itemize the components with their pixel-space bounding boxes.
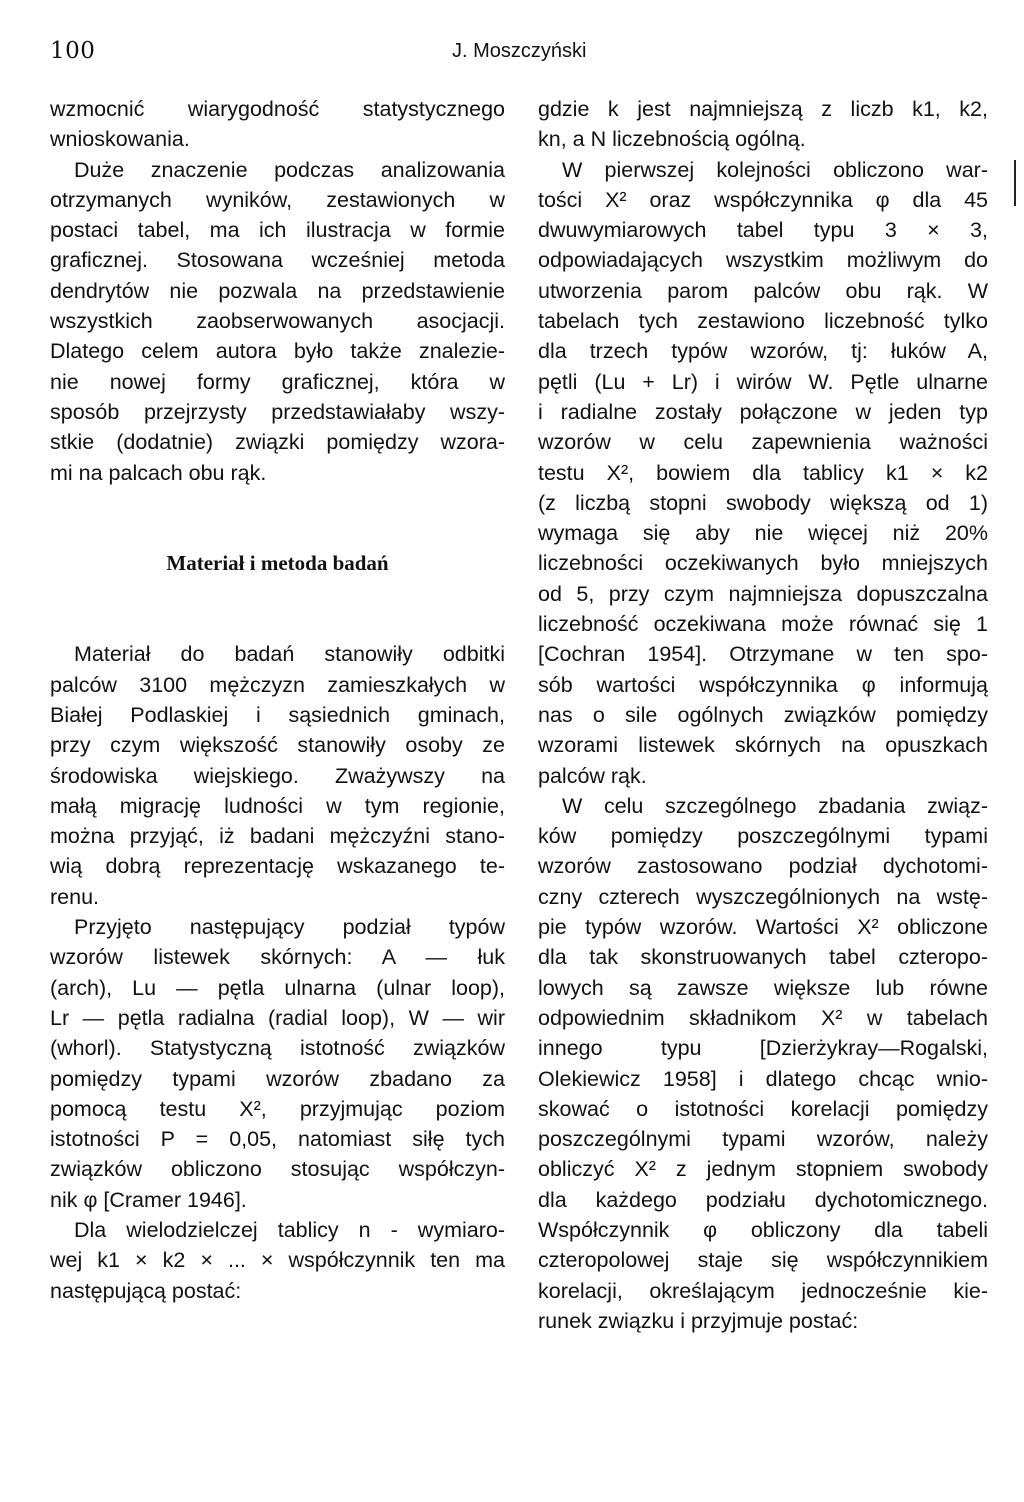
text-line: Dla wielodzielczej tablicy n - wymiaro-	[74, 1217, 505, 1242]
text-line: utworzenia parom palców obu rąk. W	[538, 278, 988, 303]
text-line: W celu szczególnego zbadania związ-	[562, 793, 988, 818]
text-line: od 5, przy czym najmniejsza dopuszczalna	[538, 581, 988, 606]
text-line: korelacji, określającym jednocześnie kie-	[538, 1278, 988, 1303]
margin-rule	[1014, 160, 1016, 206]
text-line: otrzymanych wyników, zestawionych w	[50, 187, 505, 212]
text-line: czny czterech wyszczególnionych na wstę-	[538, 884, 988, 909]
text-line: wnioskowania.	[50, 127, 190, 152]
paragraph-first-computation	[538, 155, 988, 791]
text-line: [Cochran 1954]. Otrzymane w ten spo-	[538, 642, 988, 667]
text-line: palców rąk.	[538, 763, 647, 788]
paragraph-definition	[538, 94, 988, 155]
left-column	[50, 94, 505, 1306]
text-line: Lr — pętla radialna (radial loop), W — wir	[50, 1005, 505, 1030]
text-line: lowych są zawsze większe lub równe	[538, 975, 988, 1000]
paragraph-dichotomous-split	[538, 791, 988, 1336]
text-line: wzorów listewek skórnych: A — łuk	[50, 945, 505, 970]
text-line: tości X² oraz współczynnika φ dla 45	[538, 187, 988, 212]
text-line: liczebności oczekiwanych było mniejszych	[538, 551, 988, 576]
text-line: dla tak skonstruowanych tabel czteropo-	[538, 945, 988, 970]
text-line: Dlatego celem autora było także znalezie-	[50, 339, 505, 364]
text-line: skować o istotności korelacji pomiędzy	[538, 1096, 988, 1121]
text-line: dendrytów nie pozwala na przedstawienie	[50, 278, 505, 303]
text-line: stkie (dodatnie) związki pomiędzy wzora-	[50, 430, 505, 455]
text-line: można przyjąć, iż badani mężczyźni stano-	[50, 824, 505, 849]
text-line: wzmocnić wiarygodność statystycznego	[50, 97, 505, 121]
text-line: tabelach tych zestawiono liczebność tylko	[538, 309, 988, 334]
text-line: runek związku i przyjmuje postać:	[538, 1308, 859, 1333]
text-line: palców 3100 mężczyzn zamieszkałych w	[50, 672, 505, 697]
text-line: i radialne zostały połączone w jeden typ	[538, 399, 988, 424]
text-line: renu.	[50, 884, 100, 909]
text-line: pie typów wzorów. Wartości X² obliczone	[538, 915, 988, 940]
text-line: dla trzech typów wzorów, tj: łuków A,	[538, 339, 988, 364]
text-line: Materiał do badań stanowiły odbitki	[74, 642, 505, 667]
text-line: dla każdego podziału dychotomicznego.	[538, 1187, 988, 1212]
text-line: Przyjęto następujący podział typów	[74, 915, 505, 940]
text-line: innego typu [Dzierżykray—Rogalski,	[538, 1036, 988, 1061]
text-line: Białej Podlaskiej i sąsiednich gminach,	[50, 702, 505, 727]
text-line: wszystkich zaobserwowanych asocjacji.	[50, 309, 505, 334]
text-line: czteropolowej staje się współczynnikiem	[538, 1248, 988, 1273]
text-line: odpowiednim składnikom X² w tabelach	[538, 1005, 988, 1030]
text-line: przy czym większość stanowiły osoby ze	[50, 733, 505, 758]
text-line: wią dobrą reprezentację wskazanego te-	[50, 854, 505, 879]
text-line: środowiska wiejskiego. Zważywszy na	[50, 763, 505, 788]
running-header-author: J. Moszczyński	[452, 40, 587, 62]
text-line: liczebność oczekiwana może równać się 1	[538, 612, 988, 637]
section-heading: Materiał i metoda badań	[166, 551, 389, 576]
text-line: obliczyć X² z jednym stopniem swobody	[538, 1157, 988, 1182]
right-column	[538, 94, 988, 1336]
text-line: sposób przejrzysty przedstawiałaby wszy-	[50, 399, 505, 424]
text-line: odpowiadających wszystkim możliwym do	[538, 248, 988, 273]
text-line: nas o sile ogólnych związków pomiędzy	[538, 702, 988, 727]
intro-paragraph	[50, 94, 505, 155]
text-line: W pierwszej kolejności obliczono war-	[562, 157, 988, 182]
text-line: wzorów zastosowano podział dychotomi-	[538, 854, 988, 879]
text-line: poszczególnymi typami wzorów, należy	[538, 1127, 988, 1152]
text-line: wzorów w celu zapewnienia ważności	[538, 430, 988, 455]
text-line: ków pomiędzy poszczególnymi typami	[538, 824, 988, 849]
text-line: następującą postać:	[50, 1278, 242, 1303]
text-line: pomocą testu X², przyjmując poziom	[50, 1096, 505, 1121]
text-line: nie nowej formy graficznej, która w	[50, 369, 505, 394]
text-line: Współczynnik φ obliczony dla tabeli	[538, 1217, 988, 1242]
text-line: małą migrację ludności w tym regionie,	[50, 793, 505, 818]
text-line: pętli (Lu + Lr) i wirów W. Pętle ulnarne	[538, 369, 988, 394]
text-line: (z liczbą stopni swobody większą od 1)	[538, 490, 988, 515]
paragraph-material	[50, 639, 505, 912]
text-line: wej k1 × k2 × ... × współczynnik ten ma	[50, 1248, 505, 1273]
page-number: 100	[50, 38, 96, 64]
text-line: wymaga się aby nie więcej niż 20%	[538, 521, 988, 546]
text-line: pomiędzy typami wzorów zbadano za	[50, 1066, 505, 1091]
text-line: istotności P = 0,05, natomiast siłę tych	[50, 1127, 505, 1152]
text-line: postaci tabel, ma ich ilustracja w formie	[50, 218, 505, 243]
paragraph-formula-intro	[50, 1215, 505, 1306]
text-line: kn, a N liczebnością ogólną.	[538, 127, 806, 152]
text-line: nik φ [Cramer 1946].	[50, 1187, 247, 1212]
text-line: mi na palcach obu rąk.	[50, 460, 267, 485]
text-line: związków obliczono stosując współczyn-	[50, 1157, 505, 1182]
text-line: wzorami listewek skórnych na opuszkach	[538, 733, 988, 758]
text-line: testu X², bowiem dla tablicy k1 × k2	[538, 460, 988, 485]
paragraph-graphic-illustration	[50, 155, 505, 488]
text-line: graficznej. Stosowana wcześniej metoda	[50, 248, 505, 273]
text-line: Duże znaczenie podczas analizowania	[74, 157, 505, 182]
text-line: (whorl). Statystyczną istotność związków	[50, 1036, 505, 1061]
paragraph-pattern-types	[50, 912, 505, 1215]
text-line: Olekiewicz 1958] i dlatego chcąc wnio-	[538, 1066, 988, 1091]
text-line: dwuwymiarowych tabel typu 3 × 3,	[538, 218, 988, 243]
text-line: gdzie k jest najmniejszą z liczb k1, k2,	[538, 97, 988, 121]
text-line: (arch), Lu — pętla ulnarna (ulnar loop),	[50, 975, 505, 1000]
text-line: sób wartości współczynnika φ informują	[538, 672, 988, 697]
